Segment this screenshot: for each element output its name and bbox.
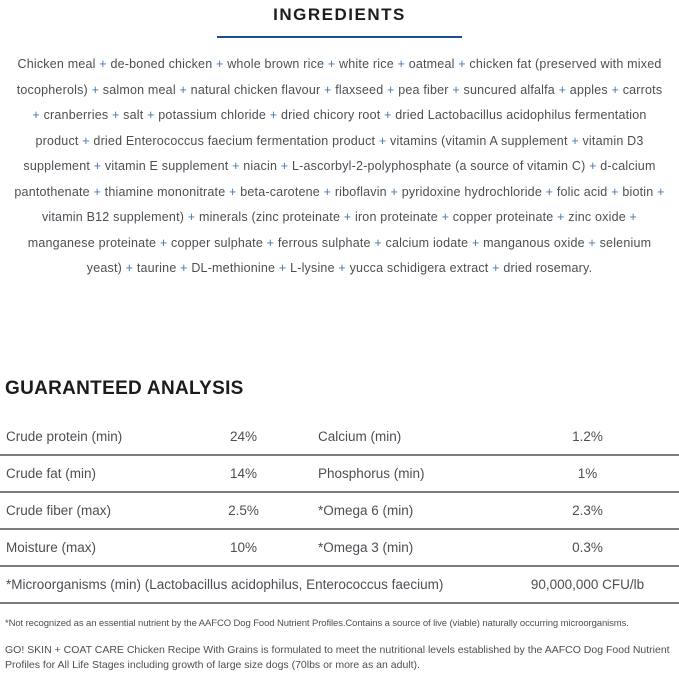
plus-separator: + bbox=[147, 108, 155, 122]
plus-separator: + bbox=[232, 159, 240, 173]
plus-separator: + bbox=[111, 108, 120, 122]
plus-separator: + bbox=[374, 235, 382, 250]
plus-separator: + bbox=[441, 210, 450, 224]
plus-separator: + bbox=[159, 235, 168, 250]
plus-separator: + bbox=[216, 57, 224, 71]
aafco-footnote: *Not recognized as an essential nutrient by the AAFCO Dog Food Nutrient Profiles.Contains a source of live (viable) naturally occurring microorganisms. bbox=[5, 618, 629, 629]
plus-separator: + bbox=[269, 108, 278, 122]
analysis-value: 90,000,000 CFU/lb bbox=[530, 577, 645, 592]
plus-separator: + bbox=[471, 235, 480, 250]
plus-separator: + bbox=[187, 210, 196, 224]
analysis-row bbox=[0, 456, 679, 493]
title-underline-rule bbox=[217, 36, 462, 38]
analysis-label: Phosphorus (min) bbox=[318, 466, 425, 481]
analysis-label: Moisture (max) bbox=[6, 540, 97, 555]
analysis-label: *Omega 6 (min) bbox=[318, 503, 414, 518]
plus-separator: + bbox=[390, 184, 399, 199]
plus-separator: + bbox=[180, 261, 188, 275]
analysis-row bbox=[0, 530, 679, 567]
plus-separator: + bbox=[588, 235, 596, 250]
plus-separator: + bbox=[327, 57, 336, 71]
plus-separator: + bbox=[611, 184, 619, 199]
plus-separator: + bbox=[125, 261, 134, 275]
analysis-row-microorganisms bbox=[0, 567, 679, 604]
analysis-label: Crude protein (min) bbox=[6, 429, 123, 444]
analysis-label: *Omega 3 (min) bbox=[318, 540, 414, 555]
plus-separator: + bbox=[558, 82, 567, 97]
analysis-value: 0.3% bbox=[572, 540, 603, 555]
plus-separator: + bbox=[93, 184, 101, 199]
guaranteed-analysis-section bbox=[0, 378, 679, 673]
plus-separator: + bbox=[397, 57, 406, 71]
plus-separator: + bbox=[93, 159, 102, 173]
plus-separator: + bbox=[32, 108, 40, 122]
analysis-value: 24% bbox=[229, 429, 258, 444]
plus-separator: + bbox=[323, 184, 332, 199]
plus-separator: + bbox=[179, 82, 187, 97]
plus-separator: + bbox=[545, 184, 554, 199]
analysis-row bbox=[0, 493, 679, 530]
analysis-label: Calcium (min) bbox=[318, 429, 402, 444]
plus-separator: + bbox=[629, 210, 638, 224]
plus-separator: + bbox=[557, 210, 565, 224]
analysis-row bbox=[0, 419, 679, 456]
plus-separator: + bbox=[657, 184, 665, 199]
plus-separator: + bbox=[266, 235, 275, 250]
analysis-label: Crude fat (min) bbox=[6, 466, 97, 481]
analysis-value: 1.2% bbox=[572, 429, 603, 444]
guaranteed-analysis-title: GUARANTEED ANALYSIS bbox=[5, 378, 244, 399]
analysis-value: 10% bbox=[229, 540, 258, 555]
plus-separator: + bbox=[324, 82, 332, 97]
aafco-statement: GO! SKIN + COAT CARE Chicken Recipe With Grains is formulated to meet the nutritional levels established by the AAFCO Dog Food Nutrient Profiles for All Life Stages including growth of large size dogs (70lbs or more as an adult). bbox=[5, 644, 670, 671]
plus-separator: + bbox=[492, 261, 500, 275]
analysis-value: 2.3% bbox=[572, 503, 603, 518]
plus-separator: + bbox=[458, 57, 466, 71]
analysis-value: 2.5% bbox=[228, 503, 259, 518]
plus-separator: + bbox=[99, 57, 107, 71]
analysis-value: 1% bbox=[577, 466, 598, 481]
plus-separator: + bbox=[384, 108, 392, 122]
analysis-value: 14% bbox=[229, 466, 258, 481]
plus-separator: + bbox=[387, 82, 395, 97]
analysis-label: Crude fiber (max) bbox=[6, 503, 112, 518]
plus-separator: + bbox=[452, 82, 460, 97]
plus-separator: + bbox=[338, 261, 346, 275]
plus-separator: + bbox=[571, 133, 579, 148]
plus-separator: + bbox=[91, 82, 100, 97]
ingredients-title: INGREDIENTS bbox=[273, 5, 406, 24]
plus-separator: + bbox=[229, 184, 237, 199]
plus-separator: + bbox=[378, 133, 387, 148]
ingredients-text: Chicken meal + de-boned chicken + whole brown rice + white rice + oatmeal + chicken fat (preserved with mixed tocopherols) + salmon meal + natural chicken flavour + flaxseed + pea fiber + suncured alfalfa + apples + carrots + cranberries + salt + potassium chloride + dried chicory root + dried Lactobacillus acidophilus fermentation product + dried Enterococcus faecium fermentation product + vitamins (vitamin A supplement + vitamin D3 supplement + vitamin E supplement + niacin + L-ascorbyl-2-polyphosphate (a source of vitamin C) + d-calcium pantothenate + thiamine mononitrate + beta-carotene + riboflavin + pyridoxine hydrochloride + folic acid + biotin + vitamin B12 supplement) + minerals (zinc proteinate + iron proteinate + copper proteinate + zinc oxide + manganese proteinate + copper sulphate + ferrous sulphate + calcium iodate + manganous oxide + selenium yeast) + taurine + DL-methionine + L-lysine + yucca schidigera extract + dried rosemary. bbox=[14, 57, 665, 275]
plus-separator: + bbox=[589, 159, 597, 173]
plus-separator: + bbox=[82, 133, 90, 148]
plus-separator: + bbox=[343, 210, 352, 224]
plus-separator: + bbox=[280, 159, 289, 173]
guaranteed-analysis-table bbox=[0, 419, 679, 604]
plus-separator: + bbox=[611, 82, 620, 97]
analysis-label: *Microorganisms (min) (Lactobacillus acidophilus, Enterococcus faecium) bbox=[6, 577, 444, 592]
plus-separator: + bbox=[278, 261, 287, 275]
